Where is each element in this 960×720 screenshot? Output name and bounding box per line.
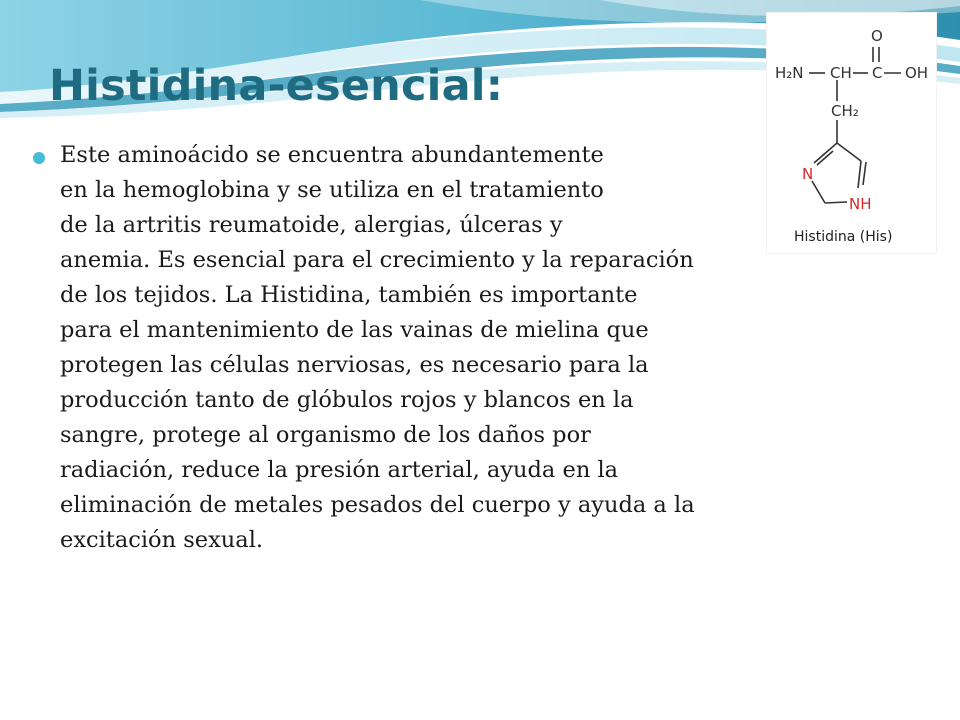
bullet-line: sangre, protege al organismo de los daños por	[60, 422, 591, 448]
bullet-line: en la hemoglobina y se utiliza en el tratamiento	[60, 177, 604, 203]
bullet-line: Este aminoácido se encuentra abundantemente	[60, 142, 604, 168]
bullet-line: de la artritis reumatoide, alergias, úlceras y	[60, 212, 563, 238]
carbonyl-oxygen-label: O	[871, 27, 883, 45]
bullet-line: protegen las células nerviosas, es necesario para la	[60, 352, 649, 378]
bullet-line: excitación sexual.	[60, 527, 264, 553]
carboxyl-carbon-label: C	[872, 64, 883, 82]
bullet-line: de los tejidos. La Histidina, también es importante	[60, 282, 638, 308]
hydroxyl-label: OH	[905, 64, 929, 82]
backbone-bonds	[809, 47, 901, 143]
alpha-carbon-label: CH	[830, 64, 852, 82]
bullet-line: anemia. Es esencial para el crecimiento y la reparación	[60, 247, 694, 273]
methylene-label: CH₂	[831, 102, 859, 120]
bullet-line: producción tanto de glóbulos rojos y blancos en la	[60, 387, 634, 413]
figure-caption: Histidina (His)	[794, 229, 893, 245]
bullet-line: eliminación de metales pesados del cuerpo y ayuda a la	[60, 492, 695, 518]
bullet-paragraph	[60, 138, 900, 558]
bullet-line: para el mantenimiento de las vainas de mielina que	[60, 317, 649, 343]
amine-label: H₂N	[775, 64, 804, 82]
ring-nitrogen-label: N	[802, 165, 814, 183]
bullet-line: radiación, reduce la presión arterial, ayuda en la	[60, 457, 619, 483]
ring-nh-label: NH	[849, 195, 872, 213]
bullet-marker	[33, 152, 45, 164]
slide-title: Histidina-esencial:	[49, 61, 504, 111]
